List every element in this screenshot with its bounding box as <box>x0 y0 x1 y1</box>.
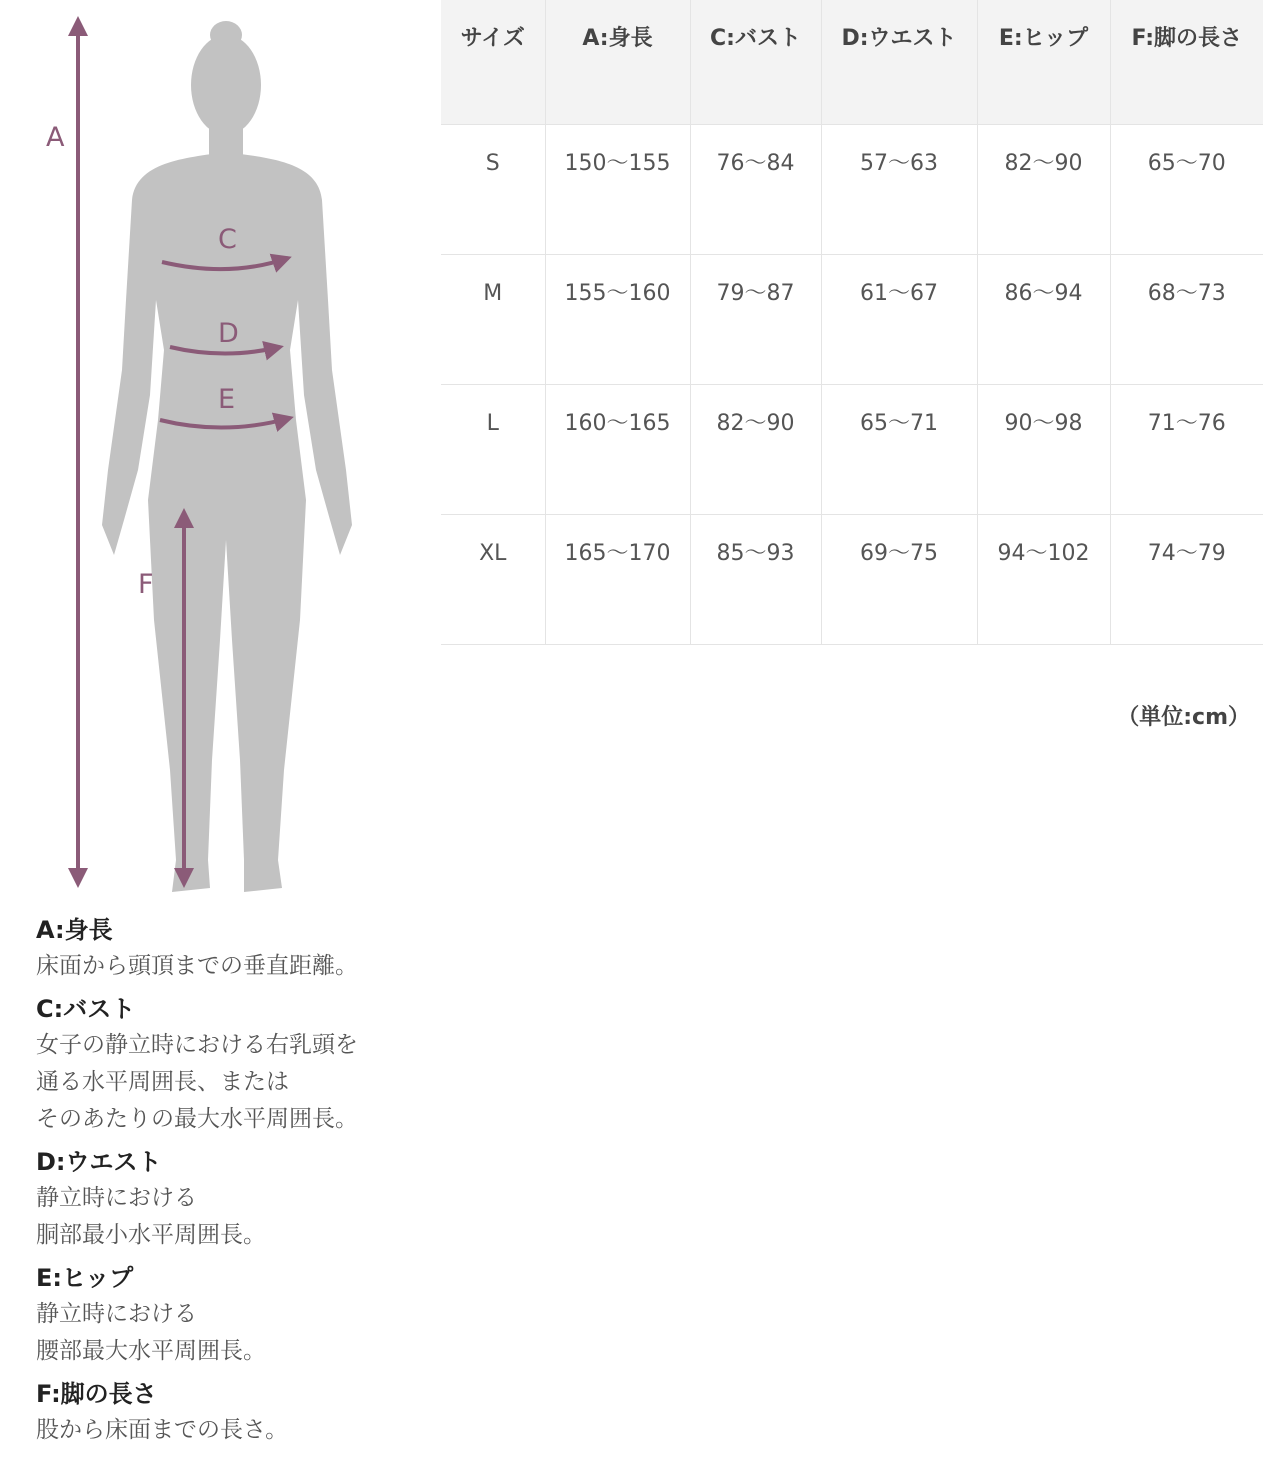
table-cell: M <box>441 255 545 385</box>
body-measurement-figure <box>0 0 440 905</box>
definition-text: 静立時における <box>36 1185 197 1211</box>
body-silhouette <box>102 21 352 892</box>
table-cell: 85〜93 <box>690 515 821 645</box>
table-row <box>441 255 1263 385</box>
unit-note: （単位:cm） <box>1117 705 1250 730</box>
table-cell: 65〜71 <box>821 385 977 515</box>
table-cell: 68〜73 <box>1110 255 1263 385</box>
table-cell: 57〜63 <box>821 125 977 255</box>
definition-d <box>36 1144 436 1254</box>
header-height: A:身長 <box>545 0 690 125</box>
table-cell: 71〜76 <box>1110 385 1263 515</box>
definition-text: 通る水平周囲長、または <box>36 1069 289 1095</box>
table-cell: 65〜70 <box>1110 125 1263 255</box>
definition-text: 女子の静立時における右乳頭を <box>36 1032 358 1058</box>
definition-term: F:脚の長さ <box>36 1380 157 1408</box>
definition-term: D:ウエスト <box>36 1148 162 1176</box>
measurement-definitions <box>36 912 436 1455</box>
table-cell: 79〜87 <box>690 255 821 385</box>
table-cell: 86〜94 <box>977 255 1110 385</box>
label-e: E <box>218 384 236 415</box>
header-waist: D:ウエスト <box>821 0 977 125</box>
table-cell: 94〜102 <box>977 515 1110 645</box>
definition-text: そのあたりの最大水平周囲長。 <box>36 1106 358 1132</box>
table-cell: 150〜155 <box>545 125 690 255</box>
header-bust: C:バスト <box>690 0 821 125</box>
label-a: A <box>46 122 65 153</box>
definition-text: 胴部最小水平周囲長。 <box>36 1222 266 1248</box>
table-row <box>441 515 1263 645</box>
table-cell: 160〜165 <box>545 385 690 515</box>
size-chart-table <box>441 0 1263 645</box>
table-cell: 76〜84 <box>690 125 821 255</box>
table-cell: S <box>441 125 545 255</box>
definition-text: 腰部最大水平周囲長。 <box>36 1338 266 1364</box>
table-row <box>441 125 1263 255</box>
header-hip: E:ヒップ <box>977 0 1110 125</box>
table-cell: 69〜75 <box>821 515 977 645</box>
header-size: サイズ <box>441 0 545 125</box>
table-row <box>441 385 1263 515</box>
table-cell: 165〜170 <box>545 515 690 645</box>
definition-c <box>36 991 436 1138</box>
table-cell: XL <box>441 515 545 645</box>
table-cell: 74〜79 <box>1110 515 1263 645</box>
definition-text: 股から床面までの長さ。 <box>36 1417 289 1443</box>
table-cell: 82〜90 <box>690 385 821 515</box>
label-f: F <box>138 569 154 600</box>
table-header-row <box>441 0 1263 125</box>
definition-e <box>36 1260 436 1370</box>
table-cell: 61〜67 <box>821 255 977 385</box>
table-cell: 155〜160 <box>545 255 690 385</box>
label-c: C <box>218 224 237 255</box>
table-cell: 90〜98 <box>977 385 1110 515</box>
table-cell: 82〜90 <box>977 125 1110 255</box>
header-leg-length: F:脚の長さ <box>1110 0 1263 125</box>
definition-term: A:身長 <box>36 916 113 944</box>
table-cell: L <box>441 385 545 515</box>
definition-term: E:ヒップ <box>36 1264 134 1292</box>
definition-text: 床面から頭頂までの垂直距離。 <box>36 953 358 979</box>
definition-a <box>36 912 436 985</box>
definition-text: 静立時における <box>36 1301 197 1327</box>
label-d: D <box>218 318 239 349</box>
definition-f <box>36 1376 436 1449</box>
definition-term: C:バスト <box>36 995 136 1023</box>
